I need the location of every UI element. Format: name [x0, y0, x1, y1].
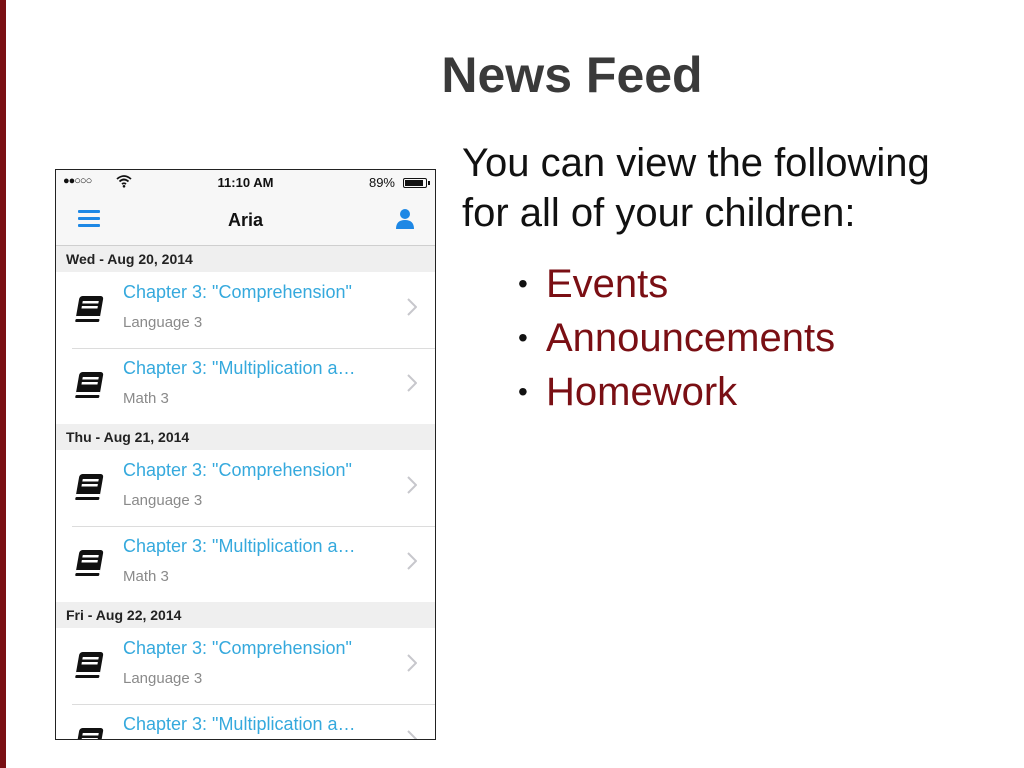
feed-item-title: Chapter 3: "Comprehension": [123, 638, 352, 658]
feed-item-subject: Math 3: [123, 390, 169, 407]
feed-date-header: Thu - Aug 21, 2014: [56, 424, 435, 450]
feature-bullet-item: [518, 257, 835, 311]
feed-item[interactable]: [56, 704, 435, 740]
feed-item-title: Chapter 3: "Multiplication a…: [123, 358, 356, 378]
feed-day-group: [56, 272, 435, 424]
feed-date-header: Wed - Aug 20, 2014: [56, 246, 435, 272]
feed-day-group: [56, 450, 435, 602]
feed-item-title: Chapter 3: "Multiplication a…: [123, 536, 356, 556]
slide-left-accent-bar: [0, 0, 6, 768]
feature-bullet-item: [518, 311, 835, 365]
battery-level-fill: [405, 180, 423, 186]
feed-day-group: [56, 628, 435, 740]
feature-bullet-item: [518, 365, 835, 419]
feed-item[interactable]: [56, 348, 435, 424]
feature-bullet-text: Announcements: [546, 316, 836, 360]
nav-bar: [56, 194, 435, 246]
chevron-right-icon: [407, 374, 417, 392]
bullet-dot: •: [518, 376, 528, 407]
news-feed-list: [56, 246, 435, 740]
feed-item-subject: Language 3: [123, 314, 203, 331]
bullet-dot: •: [518, 268, 528, 299]
bullet-dot: •: [518, 322, 528, 353]
intro-text: [462, 138, 1022, 238]
status-time: 11:10 AM: [217, 175, 274, 190]
signal-strength-icon: ●●○○○: [63, 175, 92, 187]
chevron-right-icon: [407, 298, 417, 316]
chevron-right-icon: [407, 552, 417, 570]
book-icon: [74, 472, 108, 502]
feed-item[interactable]: [56, 272, 435, 348]
battery-percentage: 89%: [368, 175, 395, 190]
chevron-right-icon: [407, 476, 417, 494]
book-icon: [74, 548, 108, 578]
status-bar: [56, 170, 435, 194]
feed-item-title: Chapter 3: "Comprehension": [123, 282, 352, 302]
book-icon: [74, 726, 108, 740]
book-icon: [74, 650, 108, 680]
nav-title: Aria: [227, 210, 263, 230]
feed-item-title: Chapter 3: "Multiplication a…: [123, 714, 356, 734]
feature-bullet-list: [518, 257, 835, 419]
feed-date-header: Fri - Aug 22, 2014: [56, 602, 435, 628]
user-icon[interactable]: [395, 208, 415, 230]
feed-item-subject: Language 3: [123, 492, 203, 509]
feed-item-subject: Math 3: [123, 568, 169, 585]
intro-line-2: for all of your children:: [462, 191, 856, 235]
intro-line-1: You can view the following: [462, 141, 930, 185]
feed-item[interactable]: [56, 450, 435, 526]
battery-icon: [403, 178, 427, 188]
feed-item-subject: Language 3: [123, 670, 203, 687]
phone-screenshot: [55, 169, 436, 740]
book-icon: [74, 370, 108, 400]
feature-bullet-text: Events: [546, 262, 669, 306]
book-icon: [74, 294, 108, 324]
chevron-right-icon: [407, 730, 417, 740]
chevron-right-icon: [407, 654, 417, 672]
battery-tip: [428, 181, 430, 185]
feature-bullet-text: Homework: [546, 370, 738, 414]
feed-item[interactable]: [56, 526, 435, 602]
slide-title: News Feed: [441, 47, 703, 103]
feed-item-title: Chapter 3: "Comprehension": [123, 460, 352, 480]
feed-item[interactable]: [56, 628, 435, 704]
